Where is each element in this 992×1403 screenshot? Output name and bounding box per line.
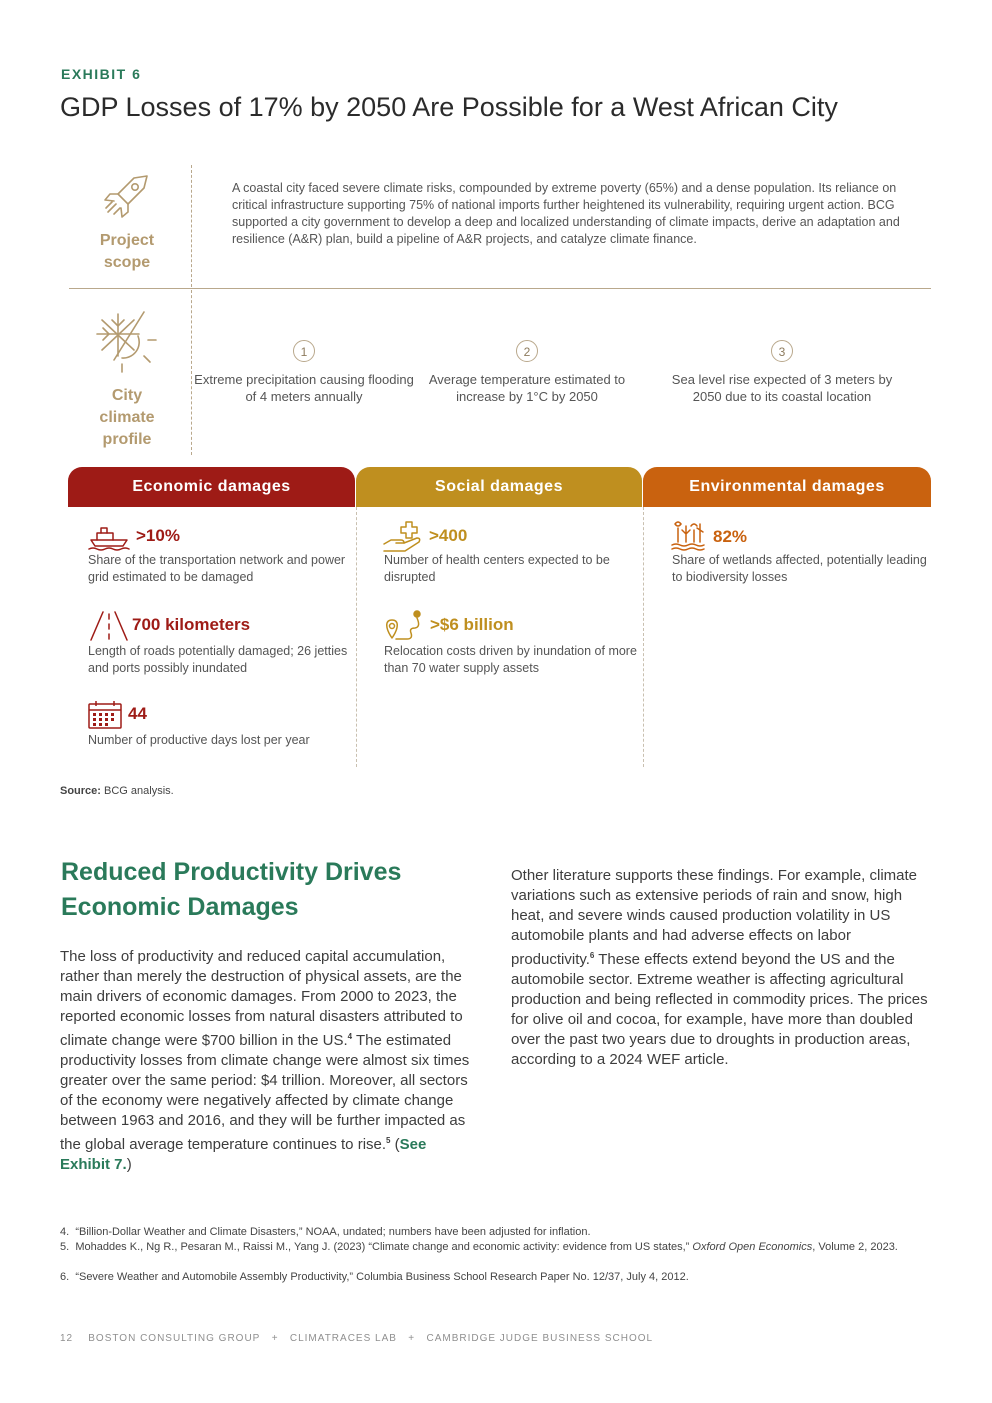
footer-org-1: BOSTON CONSULTING GROUP [88, 1333, 261, 1344]
footnote-number: 5. [60, 1241, 70, 1253]
environmental-damages-header: Environmental damages [643, 467, 931, 507]
metric-description: Relocation costs driven by inundation of more than 70 water supply assets [384, 644, 637, 675]
footer-org-2: CLIMATRACES LAB [289, 1333, 397, 1344]
calendar-icon [87, 700, 131, 730]
footnote-journal: Oxford Open Economics [692, 1241, 813, 1253]
metric-value: 700 kilometers [132, 615, 251, 634]
metric-description: Length of roads potentially damaged; 26 jetties and ports possibly inundated [88, 644, 348, 675]
footer-separator: + [271, 1333, 279, 1344]
social-damages-header: Social damages [356, 467, 642, 507]
exhibit-title: GDP Losses of 17% by 2050 Are Possible for a West African City [60, 92, 838, 122]
metric-value: 44 [128, 704, 147, 723]
health-icon [383, 520, 427, 554]
scope-divider [191, 165, 192, 287]
right-para-text-1: Other literature supports these findings. For example, climate variations such as extensive periods of rain and snow, high heat, and severe winds caused production volatility in US automobile plants and had adverse effects on labor productivity. [511, 867, 918, 968]
step-3-number: 3 [771, 340, 793, 362]
wetland-icon [670, 518, 714, 552]
paren-open: ( [390, 1136, 400, 1153]
project-scope-label-line2: scope [103, 254, 151, 271]
step-1-number: 1 [293, 340, 315, 362]
source-text: BCG analysis. [100, 785, 174, 797]
exhibit-label: EXHIBIT 6 [61, 66, 142, 82]
column-divider-2 [643, 507, 644, 767]
footnote-5 [60, 1240, 940, 1255]
project-scope-label-line1: Project [99, 232, 155, 249]
footnote-text: “Severe Weather and Automobile Assembly Productivity,” Columbia Business School Research Paper No. 12/37, July 4, 2012. [75, 1271, 689, 1283]
project-scope-text: A coastal city faced severe climate risks, compounded by extreme poverty (65%) and a dense population. Its reliance on critical infrastructure supporting 75% of national imports further heightened its vulnerability, requiring urgent action. BCG supported a city government to develop a deep and localized understanding of climate impacts, derive an adaptation and resilience (A&R) plan, build a pipeline of A&R projects, and catalyze climate finance. [232, 181, 900, 246]
footnote-ref-4[interactable]: 4 [347, 1032, 353, 1041]
profile-label-line2: climate [99, 409, 155, 426]
step-2-number: 2 [516, 340, 538, 362]
footnote-text: Mohaddes K., Ng R., Pesaran M., Raissi M., Yang J. (2023) “Climate change and economic activity: evidence from US states,” [75, 1241, 693, 1253]
section-divider [69, 288, 931, 289]
city-climate-profile-label [67, 385, 187, 451]
ship-icon [87, 522, 131, 552]
source-label: Source: [60, 785, 101, 797]
footer-separator: + [408, 1333, 416, 1344]
footnote-number: 4. [60, 1226, 70, 1238]
section-heading: Reduced Productivity Drives Economic Damages [61, 858, 402, 921]
paren-close: ) [126, 1156, 132, 1173]
metric-description: Share of wetlands affected, potentially leading to biodiversity losses [672, 553, 927, 584]
footnote-ref-6[interactable]: 6 [589, 951, 595, 960]
climate-icon [92, 310, 160, 376]
left-para-text-1: The loss of productivity and reduced capital accumulation, rather than merely the destruction of physical assets, are the main drivers of economic damages. From 2000 to 2023, the reported economic losses from natural disasters attributed to climate change were $700 billion in the US. [60, 948, 463, 1049]
profile-label-line3: profile [102, 431, 152, 448]
metric-value: >400 [429, 526, 468, 545]
footnote-tail: , Volume 2, 2023. [812, 1241, 898, 1253]
page-number: 12 [60, 1333, 74, 1344]
project-scope-label [67, 230, 187, 274]
footnote-4 [60, 1225, 940, 1240]
footnote-ref-5[interactable]: 5 [386, 1136, 391, 1145]
metric-description: Number of health centers expected to be disrupted [384, 553, 610, 584]
footnote-text: “Billion-Dollar Weather and Climate Disasters,” NOAA, undated; numbers have been adjusted for inflation. [75, 1226, 591, 1238]
economic-damages-header: Economic damages [68, 467, 355, 507]
right-para-text-2: These effects extend beyond the US and the automobile sector. Extreme weather is affecting agricultural production and being reflected in commodity prices. The prices for olive oil and cocoa, for example, have more than doubled over the past two years due to droughts in production areas, according to a 2024 WEF article. [511, 951, 928, 1068]
metric-value: >$6 billion [430, 615, 514, 634]
footer-org-3: CAMBRIDGE JUDGE BUSINESS SCHOOL [426, 1333, 654, 1344]
metric-value: >10% [136, 526, 180, 545]
footnote-6 [60, 1270, 940, 1285]
source-note [60, 785, 174, 797]
see-exhibit-7-link[interactable]: See Exhibit 7. [60, 1136, 427, 1173]
left-paragraph [60, 947, 480, 1175]
step-3-text: Sea level rise expected of 3 meters by 2050 due to its coastal location [671, 372, 893, 404]
metric-description: Number of productive days lost per year [88, 733, 310, 747]
metric-value: 82% [713, 527, 748, 546]
rocket-icon [100, 172, 154, 222]
road-icon [87, 610, 131, 642]
footnote-number: 6. [60, 1271, 70, 1283]
step-1-text: Extreme precipitation causing flooding of 4 meters annually [194, 372, 414, 404]
left-para-text-2: The estimated productivity losses from climate change were almost six times greater over the same period: $4 trillion. Moreover, all sectors of the economy were negatively affected by climate change between 1963 and 2016, and they will be further impacted as the global average temperature continues to rise. [60, 1032, 470, 1153]
step-2-text: Average temperature estimated to increase by 1°C by 2050 [428, 372, 626, 404]
metric-description: Share of the transportation network and power grid estimated to be damaged [88, 553, 346, 584]
column-divider-1 [356, 507, 357, 767]
profile-label-line1: City [111, 387, 143, 404]
right-paragraph [511, 866, 931, 1070]
page-footer [60, 1333, 653, 1344]
location-route-icon [383, 608, 427, 642]
